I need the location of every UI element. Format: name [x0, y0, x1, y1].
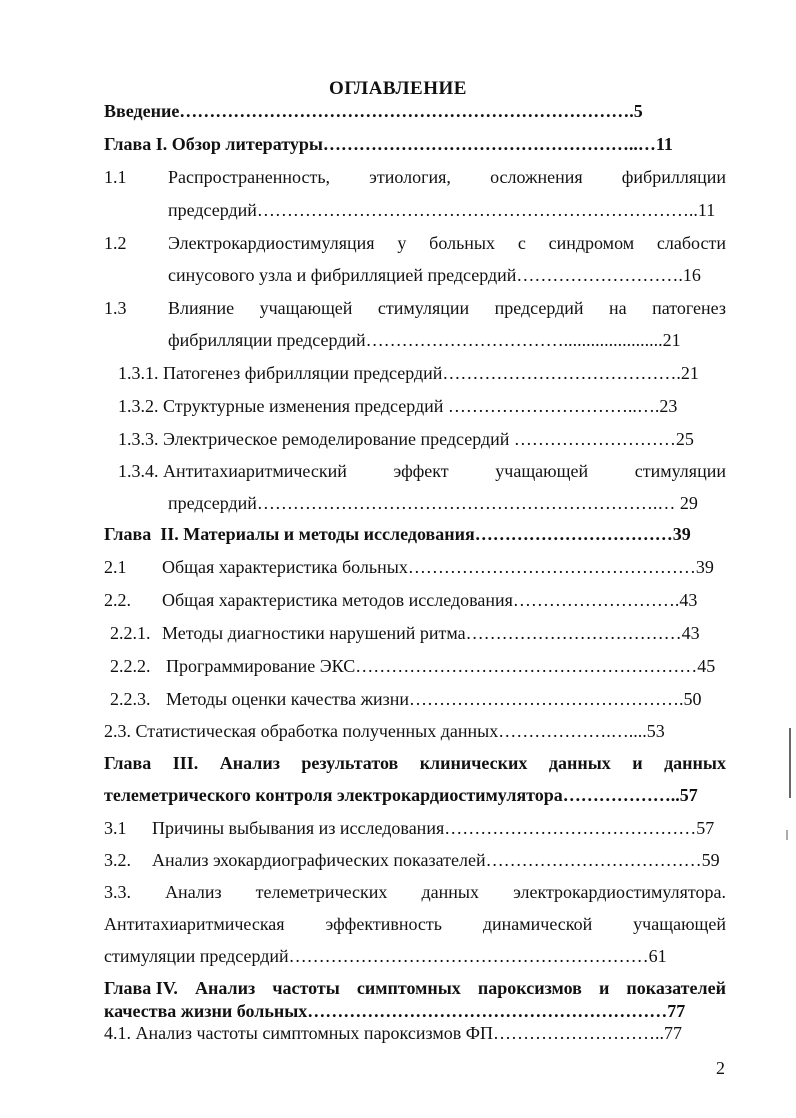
toc-section-1-3-cont: фибрилляции предсердий……………………………......................21: [168, 330, 681, 350]
word: Анализ: [219, 753, 280, 773]
toc-subsection-2-2-2: Программирование ЭКС…………………………………………………45: [166, 656, 716, 676]
toc-subsection-1-3-4: [118, 460, 726, 482]
toc-section-1-3: [168, 297, 726, 319]
word: Антитахиаритмическая: [104, 914, 285, 934]
word: данных: [664, 753, 726, 773]
word: на: [608, 298, 627, 318]
word: осложнения: [490, 167, 583, 187]
word: результатов: [301, 753, 399, 773]
toc-section-number: 2.1: [104, 557, 127, 577]
word: стимуляции: [377, 298, 470, 318]
toc-entry-introduction: Введение………………………………………………………………….5: [104, 101, 643, 121]
toc-section-number: 1.1: [104, 167, 127, 187]
word: предсердий: [494, 298, 584, 318]
word: III.: [172, 753, 199, 773]
toc-subsection-1-3-2: 1.3.2. Структурные изменения предсердий …………………………..….23: [118, 396, 678, 416]
word: показателей: [626, 978, 726, 998]
toc-subsection-1-3-1: 1.3.1. Патогенез фибрилляции предсердий………………………………….21: [118, 363, 699, 383]
word: больных: [429, 233, 496, 253]
toc-section-3-1: Причины выбывания из исследования……………………………………57: [152, 818, 715, 838]
toc-chapter-4: [104, 977, 726, 999]
toc-section-2-2: Общая характеристика методов исследования……………………….43: [162, 590, 698, 610]
word: 1.3.4. Антитахиаритмический: [118, 461, 347, 481]
toc-section-number: 3.1: [104, 818, 127, 838]
word: учащающей: [259, 298, 353, 318]
word: Глава IV.: [104, 978, 178, 998]
toc-section-number: 2.2.3.: [110, 689, 151, 709]
toc-section-3-3: [104, 881, 726, 903]
word: динамической: [482, 914, 593, 934]
word: и: [598, 978, 610, 998]
word: II. Материалы и методы исследования……………………………39: [160, 524, 691, 544]
word: Глава: [104, 524, 152, 544]
word: Распространенность,: [168, 167, 331, 187]
toc-section-number: 1.2: [104, 233, 127, 253]
toc-section-1-1: [168, 166, 726, 188]
toc-chapter-2: [104, 523, 724, 545]
toc-section-3-3-cont: [104, 913, 726, 935]
toc-section-number: 2.2.1.: [110, 623, 151, 643]
word: данных: [421, 882, 480, 902]
word: Электрокардиостимуляция: [168, 233, 375, 253]
toc-section-2-1: Общая характеристика больных…………………………………………39: [162, 557, 714, 577]
word: фибрилляции: [621, 167, 726, 187]
toc-chapter-1: Глава I. Обзор литературы……………………………………………..…11: [104, 134, 673, 154]
toc-section-number: 2.2.2.: [110, 656, 151, 676]
toc-chapter-3-cont: телеметрического контроля электрокардиостимулятора………………..57: [104, 785, 698, 805]
word: у: [397, 233, 407, 253]
toc-subsection-1-3-4-cont: предсердий………………………………………………………….… 29: [168, 493, 698, 513]
word: Влияние: [168, 298, 235, 318]
word: стимуляции: [634, 461, 726, 481]
toc-section-number: 3.2.: [104, 850, 131, 870]
page-number: 2: [716, 1058, 725, 1078]
word: телеметрических: [255, 882, 388, 902]
word: симптомных: [356, 978, 461, 998]
toc-section-1-2-cont: синусового узла и фибрилляцией предсердий……………………….16: [168, 265, 701, 285]
toc-section-3-2: Анализ эхокардиографических показателей………………………………59: [152, 850, 720, 870]
toc-section-1-1-cont: предсердий………………………………………………………………..11: [168, 200, 716, 220]
toc-section-3-3-cont2: стимуляции предсердий……………………………………………………61: [104, 946, 667, 966]
word: 3.3.: [104, 882, 131, 902]
word: учащающей: [495, 461, 589, 481]
scan-artifact-line: [789, 728, 791, 798]
toc-section-number: 2.2.: [104, 590, 131, 610]
word: данных: [548, 753, 611, 773]
word: учащающей: [633, 914, 726, 934]
page-title: ОГЛАВЛЕНИЕ: [329, 78, 467, 99]
word: и: [632, 753, 643, 773]
word: синдромом: [548, 233, 635, 253]
scan-artifact-mark: [786, 830, 788, 840]
word: клинических: [419, 753, 528, 773]
word: патогенез: [652, 298, 726, 318]
word: Анализ: [165, 882, 222, 902]
toc-section-1-2: [168, 232, 726, 254]
word: этиология,: [369, 167, 451, 187]
word: слабости: [656, 233, 726, 253]
toc-chapter-3: [104, 752, 726, 774]
word: электрокардиостимулятора.: [513, 882, 726, 902]
word: Глава: [104, 753, 152, 773]
word: частоты: [272, 978, 340, 998]
toc-chapter-4-cont: качества жизни больных……………………………………………………77: [104, 1001, 686, 1021]
toc-subsection-1-3-3: 1.3.3. Электрическое ремоделирование предсердий ………………………25: [118, 429, 694, 449]
word: эффект: [393, 461, 449, 481]
word: пароксизмов: [477, 978, 582, 998]
toc-section-4-1: 4.1. Анализ частоты симптомных пароксизмов ФП………………………..77: [104, 1023, 682, 1043]
toc-subsection-2-2-3: Методы оценки качества жизни……………………………………….50: [166, 689, 702, 709]
toc-section-2-3: 2.3. Статистическая обработка полученных данных……………….…....53: [104, 721, 665, 741]
toc-subsection-2-2-1: Методы диагностики нарушений ритма………………………………43: [162, 623, 700, 643]
toc-section-number: 1.3: [104, 298, 127, 318]
word: эффективность: [325, 914, 442, 934]
word: с: [517, 233, 526, 253]
word: Анализ: [195, 978, 256, 998]
